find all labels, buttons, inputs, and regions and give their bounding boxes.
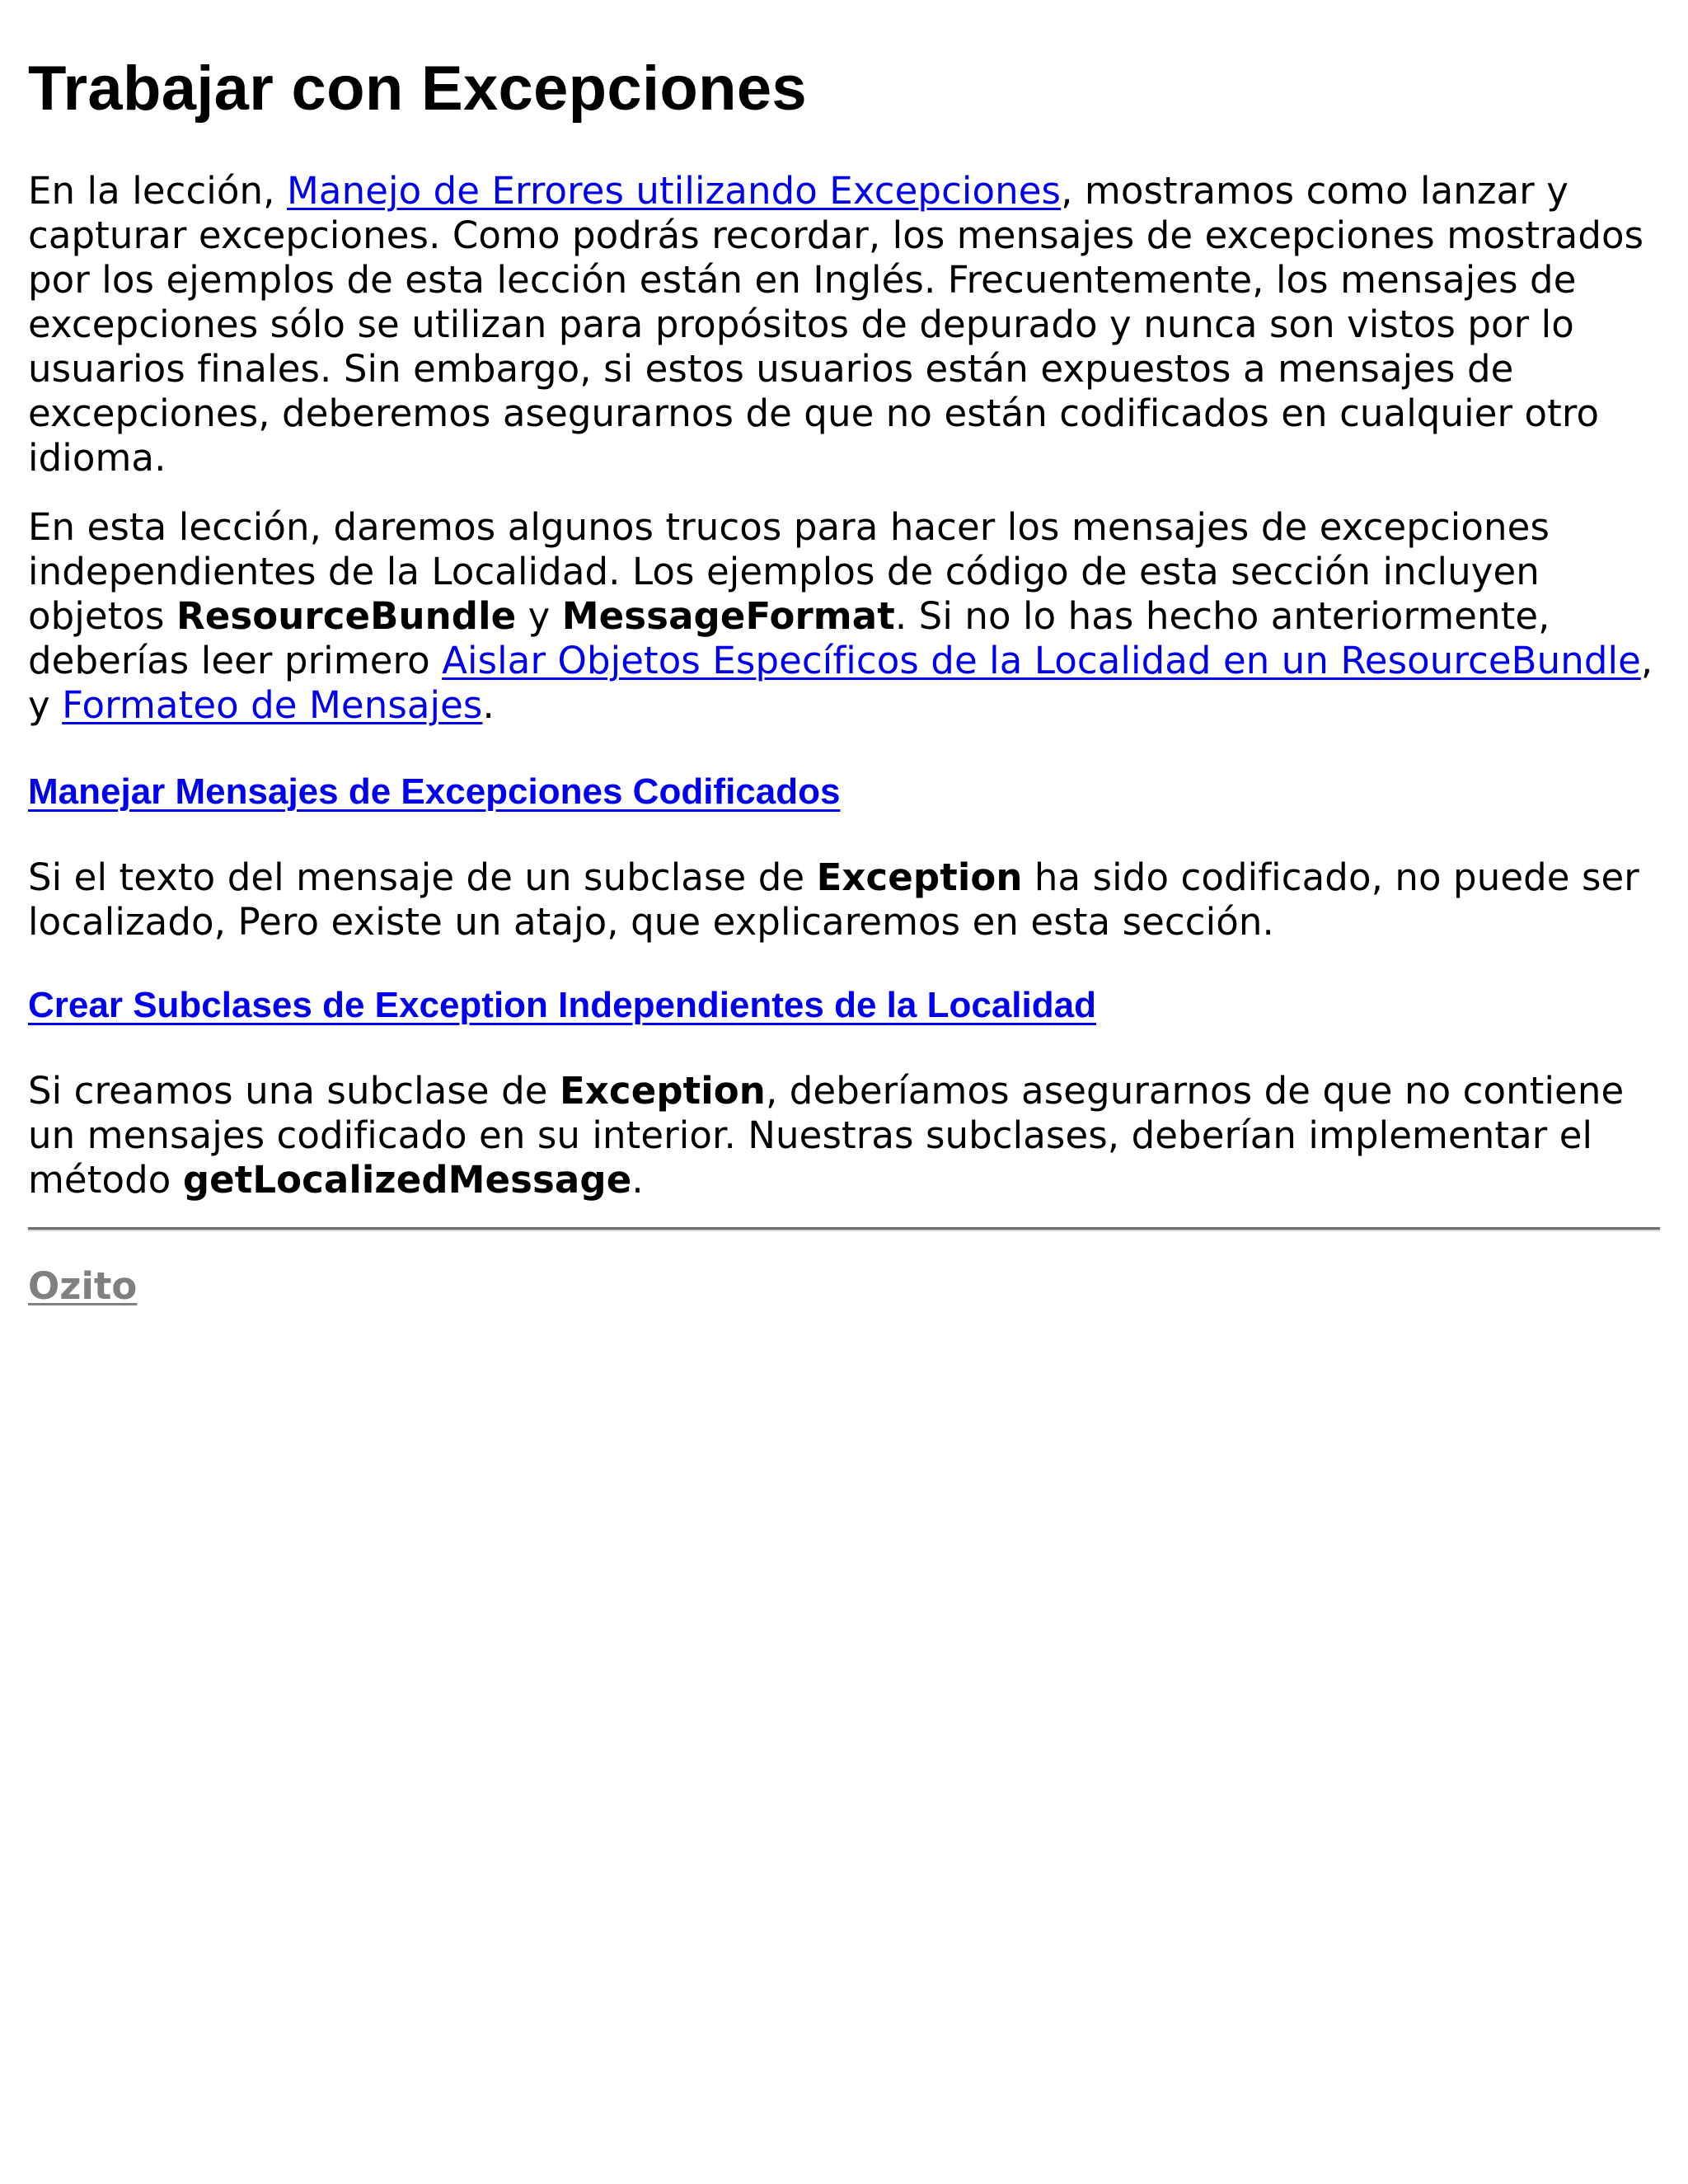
intro-paragraph-1 bbox=[28, 169, 1660, 480]
link-crear-subclases-exception[interactable]: Crear Subclases de Exception Independientes de la Localidad bbox=[28, 984, 1096, 1025]
footer bbox=[28, 1264, 1660, 1308]
exception-term: Exception bbox=[816, 855, 1023, 899]
intro-p2-mid: . Si no lo has hecho anteriormente, deberías leer primero bbox=[28, 594, 1550, 683]
messageformat-term: MessageFormat bbox=[561, 594, 895, 639]
exception-term: Exception bbox=[559, 1068, 766, 1113]
document-page bbox=[28, 0, 1660, 1308]
section-2-lead: Si creamos una subclase de bbox=[28, 1068, 560, 1113]
page-title: Trabajar con Excepciones bbox=[28, 54, 807, 124]
link-formateo-de-mensajes[interactable]: Formateo de Mensajes bbox=[62, 683, 483, 728]
ozito-link[interactable]: Ozito bbox=[28, 1263, 138, 1308]
resourcebundle-term: ResourceBundle bbox=[176, 594, 517, 639]
intro-p2-and: y bbox=[516, 594, 562, 639]
section-2-end: . bbox=[631, 1157, 644, 1202]
section-heading-1 bbox=[28, 771, 1660, 814]
link-aislar-objetos[interactable]: Aislar Objetos Específicos de la Localidad en un ResourceBundle bbox=[442, 639, 1641, 683]
horizontal-divider bbox=[28, 1227, 1660, 1231]
section-1-description bbox=[28, 855, 1660, 944]
section-2-rest: , deberíamos asegurarnos de que no contiene un mensajes codificado en su interior. Nuestras subclases, deberían implementar el método bbox=[28, 1068, 1625, 1202]
link-manejar-mensajes-codificados[interactable]: Manejar Mensajes de Excepciones Codificados bbox=[28, 771, 841, 813]
intro-p2-lead: En esta lección, daremos algunos trucos para hacer los mensajes de excepciones independientes de la Localidad. Los ejemplos de código de esta sección incluyen objetos bbox=[28, 505, 1550, 639]
intro-paragraph-2 bbox=[28, 505, 1660, 728]
getlocalizedmessage-term: getLocalizedMessage bbox=[182, 1157, 632, 1202]
intro-p2-sep: , y bbox=[28, 639, 1653, 728]
link-manejo-de-errores[interactable]: Manejo de Errores utilizando Excepciones bbox=[286, 169, 1062, 213]
intro-p1-lead: En la lección, bbox=[28, 169, 287, 213]
intro-p1-rest: , mostramos como lanzar y capturar excepciones. Como podrás recordar, los mensajes de excepciones mostrados por los ejemplos de esta lección están en Inglés. Frecuentemente, los mensajes de excepciones sólo se utilizan para propósitos de depurado y nunca son vistos por lo usuarios finales. Sin embargo, si estos usuarios están expuestos a mensajes de excepciones, deberemos asegurarnos de que no están codificados en cualquier otro idioma. bbox=[28, 169, 1644, 480]
section-heading-2 bbox=[28, 984, 1660, 1028]
section-2-description bbox=[28, 1069, 1660, 1202]
section-1-lead: Si el texto del mensaje de un subclase de bbox=[28, 855, 817, 899]
section-1-rest: ha sido codificado, no puede ser localizado, Pero existe un atajo, que explicaremos en esta sección. bbox=[28, 855, 1639, 944]
intro-p2-end: . bbox=[482, 683, 495, 728]
